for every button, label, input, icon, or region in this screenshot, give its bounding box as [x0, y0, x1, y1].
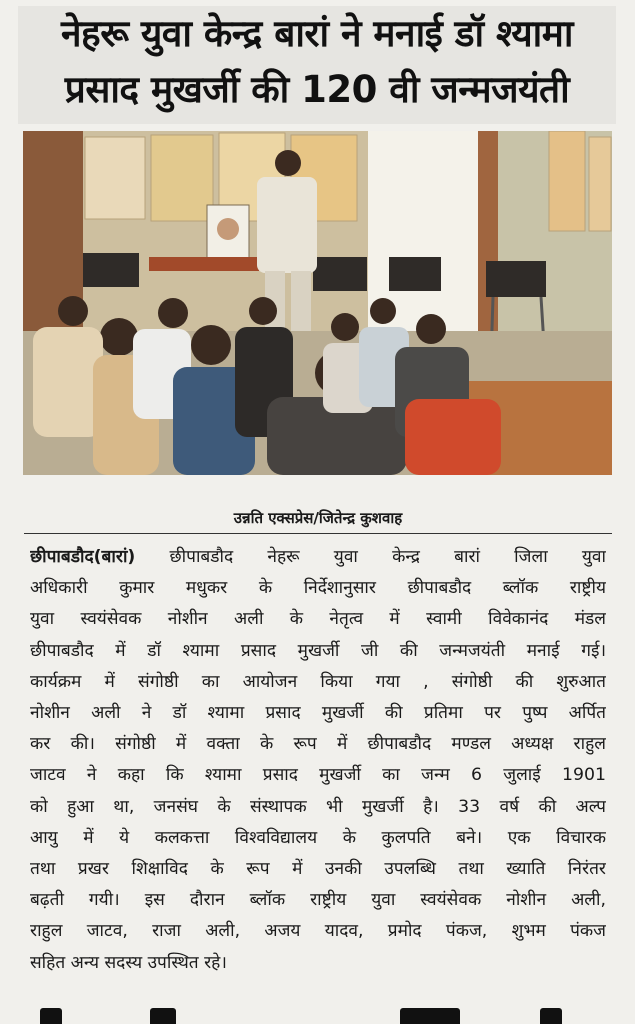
- article-line: कर की। संगोष्ठी में वक्ता के रूप में छीपाबडौद मण्डल अध्यक्ष राहुल: [30, 734, 606, 755]
- article-line: युवा स्वयंसेवक नोशीन अली के नेतृत्व में स्वामी विवेकानंद मंडल: [30, 609, 606, 630]
- article-line: को हुआ था, जनसंघ के संस्थापक भी मुखर्जी है। 33 वर्ष की अल्प: [30, 796, 606, 817]
- article-line: नोशीन अली ने डॉ श्यामा प्रसाद मुखर्जी की प्रतिमा पर पुष्प अर्पित: [30, 703, 606, 724]
- article-line-text: छीपाबडौद नेहरू युवा केन्द्र बारां जिला युवा: [135, 547, 606, 567]
- headline-line-2: प्रसाद मुखर्जी की 120 वी जन्मजयंती: [64, 68, 570, 111]
- article-line: अधिकारी कुमार मधुकर के निर्देशानुसार छीपाबडौद ब्लॉक राष्ट्रीय: [30, 578, 606, 599]
- cutoff-glyph: [540, 1008, 562, 1024]
- article-body: [30, 542, 606, 979]
- cutoff-glyph: [150, 1008, 176, 1024]
- cutoff-glyph: [40, 1008, 62, 1024]
- event-photo-illustration: [23, 131, 612, 475]
- cutoff-glyph: [400, 1008, 460, 1024]
- article-line: बढ़ती गयी। इस दौरान ब्लॉक राष्ट्रीय युवा स्वयंसेवक नोशीन अली,: [30, 890, 606, 911]
- event-photo: [23, 131, 612, 475]
- dateline: छीपाबडौद(बारां): [30, 547, 136, 567]
- headline-line-1: नेहरू युवा केन्द्र बारां ने मनाई डॉ श्यामा: [61, 12, 573, 55]
- article-line: कार्यक्रम में संगोष्ठी का आयोजन किया गया , संगोष्ठी की शुरुआत: [30, 671, 606, 692]
- article-line: राहुल जाटव, राजा अली, अजय यादव, प्रमोद पंकज, शुभम पंकज: [30, 921, 606, 942]
- next-headline-cutoff: [0, 1004, 635, 1024]
- article-line: सहित अन्य सदस्य उपस्थित रहे।: [30, 952, 227, 973]
- article-line: तथा प्रखर शिक्षाविद के रूप में उनकी उपलब्धि तथा ख्याति निरंतर: [30, 859, 606, 880]
- article-line: छीपाबडौद में डॉ श्यामा प्रसाद मुखर्जी जी की जन्मजयंती मनाई गई।: [30, 640, 606, 661]
- article-line: आयु में ये कलकत्ता विश्वविद्यालय के कुलपति बने। एक विचारक: [30, 827, 606, 848]
- headline-box: [18, 6, 616, 124]
- article-line: [30, 542, 606, 573]
- article-line: जाटव ने कहा कि श्यामा प्रसाद मुखर्जी का जन्म 6 जुलाई 1901: [30, 765, 606, 786]
- byline: उन्नति एक्सप्रेस/जितेन्द्र कुशवाह: [233, 509, 403, 527]
- divider-rule: [24, 533, 612, 534]
